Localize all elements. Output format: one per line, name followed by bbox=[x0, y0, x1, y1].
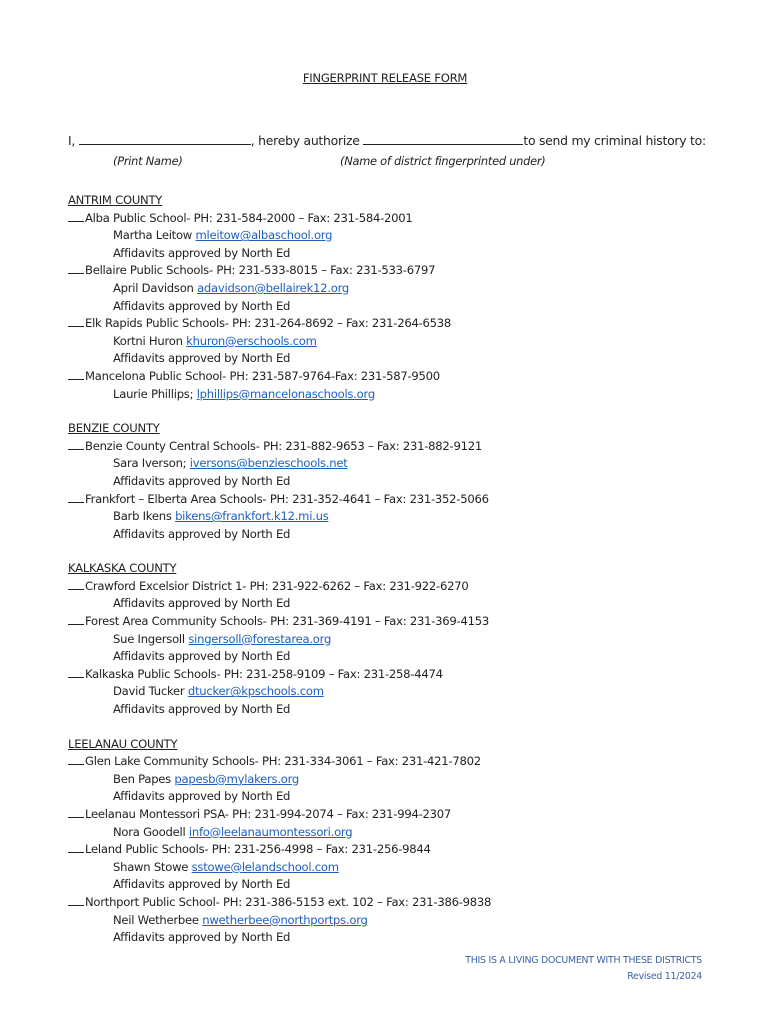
contact-email-link[interactable]: papesb@mylakers.org bbox=[174, 771, 300, 786]
contact-name: April Davidson bbox=[113, 280, 194, 295]
district-line: Leelanau Montessori PSA- PH: 231-994-2074 – Fax: 231-994-2307 bbox=[85, 807, 452, 821]
contact-email-link[interactable]: adavidson@bellairek12.org bbox=[197, 280, 349, 295]
district-line: Benzie County Central Schools- PH: 231-882-9653 – Fax: 231-882-9121 bbox=[85, 438, 482, 453]
district-line: Glen Lake Community Schools- PH: 231-334-3061 – Fax: 231-421-7802 bbox=[85, 754, 481, 769]
contact-row bbox=[68, 455, 748, 473]
contact-email-link[interactable]: singersoll@forestarea.org bbox=[188, 631, 332, 646]
contact-email-link[interactable]: mleitow@albaschool.org bbox=[195, 228, 333, 243]
contact-row bbox=[68, 508, 748, 526]
contact-email-link[interactable]: nwetherbee@northportps.org bbox=[202, 912, 368, 927]
footer-living-document: THIS IS A LIVING DOCUMENT WITH THESE DISTRICTS bbox=[465, 955, 702, 966]
district-select-blank[interactable] bbox=[68, 262, 84, 274]
contact-name: Martha Leitow bbox=[113, 228, 193, 243]
authorization-prefix: I, bbox=[68, 133, 76, 148]
contact-row bbox=[68, 227, 748, 245]
district-row bbox=[68, 315, 748, 333]
contact-name: Barb Ikens bbox=[113, 509, 172, 524]
district-row bbox=[68, 753, 748, 771]
district-row bbox=[68, 578, 748, 596]
county-block bbox=[68, 560, 748, 718]
district-line: Bellaire Public Schools- PH: 231-533-8015 – Fax: 231-533-6797 bbox=[85, 263, 436, 278]
affidavit-note: Affidavits approved by North Ed bbox=[113, 930, 291, 945]
county-block bbox=[68, 736, 748, 947]
district-row bbox=[68, 613, 748, 631]
district-row bbox=[68, 806, 748, 824]
contact-email-link[interactable]: dtucker@kpschools.com bbox=[187, 684, 324, 699]
county-heading: ANTRIM COUNTY bbox=[68, 193, 163, 207]
contact-name: Nora Goodell bbox=[113, 824, 186, 839]
county-block bbox=[68, 192, 748, 403]
county-block bbox=[68, 420, 748, 543]
district-row bbox=[68, 894, 748, 912]
district-row bbox=[68, 666, 748, 684]
district-line: Kalkaska Public Schools- PH: 231-258-9109 – Fax: 231-258-4474 bbox=[85, 666, 443, 681]
district-row bbox=[68, 491, 748, 509]
district-row bbox=[68, 210, 748, 228]
affidavit-note: Affidavits approved by North Ed bbox=[113, 245, 291, 260]
district-line: Northport Public School- PH: 231-386-5153 ext. 102 – Fax: 231-386-9838 bbox=[85, 894, 492, 909]
affidavit-note: Affidavits approved by North Ed bbox=[113, 596, 291, 611]
district-row bbox=[68, 841, 748, 859]
contact-name: Ben Papes bbox=[113, 771, 171, 786]
district-line: Frankfort – Elberta Area Schools- PH: 231-352-4641 – Fax: 231-352-5066 bbox=[85, 491, 489, 506]
county-list bbox=[68, 192, 748, 947]
district-line: Alba Public School- PH: 231-584-2000 – Fax: 231-584-2001 bbox=[85, 210, 413, 225]
contact-name: Laurie Phillips; bbox=[113, 386, 194, 401]
district-line: Elk Rapids Public Schools- PH: 231-264-8692 – Fax: 231-264-6538 bbox=[85, 316, 452, 331]
authorization-line bbox=[68, 132, 706, 148]
county-heading: BENZIE COUNTY bbox=[68, 421, 160, 436]
contact-name: Shawn Stowe bbox=[113, 859, 189, 874]
affidavit-note: Affidavits approved by North Ed bbox=[113, 877, 291, 892]
district-select-blank[interactable] bbox=[68, 491, 84, 503]
contact-name: Kortni Huron bbox=[113, 333, 183, 348]
district-select-blank[interactable] bbox=[68, 210, 84, 222]
contact-name: Sue Ingersoll bbox=[113, 631, 185, 646]
contact-row bbox=[68, 912, 748, 930]
district-select-blank[interactable] bbox=[68, 613, 84, 625]
district-select-blank[interactable] bbox=[68, 894, 84, 906]
print-name-field[interactable] bbox=[79, 132, 251, 145]
district-select-blank[interactable] bbox=[68, 806, 84, 818]
affidavit-note: Affidavits approved by North Ed bbox=[113, 702, 291, 717]
district-line: Crawford Excelsior District 1- PH: 231-922-6262 – Fax: 231-922-6270 bbox=[85, 578, 469, 593]
contact-email-link[interactable]: khuron@erschools.com bbox=[186, 333, 317, 348]
district-select-blank[interactable] bbox=[68, 841, 84, 853]
footer bbox=[465, 953, 702, 985]
district-select-blank[interactable] bbox=[68, 666, 84, 678]
county-heading: KALKASKA COUNTY bbox=[68, 561, 177, 576]
district-row bbox=[68, 368, 748, 386]
contact-row bbox=[68, 631, 748, 649]
affidavit-note: Affidavits approved by North Ed bbox=[113, 473, 291, 488]
contact-row bbox=[68, 333, 748, 351]
district-select-blank[interactable] bbox=[68, 753, 84, 765]
district-row bbox=[68, 262, 748, 280]
contact-email-link[interactable]: iversons@benzieschools.net bbox=[189, 456, 348, 471]
contact-email-link[interactable]: sstowe@lelandschool.com bbox=[191, 859, 339, 874]
district-select-blank[interactable] bbox=[68, 578, 84, 590]
contact-row bbox=[68, 859, 748, 877]
authorization-middle: , hereby authorize bbox=[250, 133, 360, 148]
print-name-hint: (Print Name) bbox=[113, 154, 183, 168]
district-line: Mancelona Public School- PH: 231-587-9764-Fax: 231-587-9500 bbox=[85, 368, 440, 383]
affidavit-note: Affidavits approved by North Ed bbox=[113, 789, 291, 804]
affidavit-note: Affidavits approved by North Ed bbox=[113, 649, 291, 664]
district-name-hint: (Name of district fingerprinted under) bbox=[340, 154, 546, 168]
district-name-field[interactable] bbox=[363, 132, 523, 145]
contact-email-link[interactable]: info@leelanaumontessori.org bbox=[188, 824, 353, 839]
district-line: Forest Area Community Schools- PH: 231-369-4191 – Fax: 231-369-4153 bbox=[85, 614, 489, 629]
contact-row bbox=[68, 683, 748, 701]
district-select-blank[interactable] bbox=[68, 368, 84, 380]
affidavit-note: Affidavits approved by North Ed bbox=[113, 526, 291, 541]
contact-name: Neil Wetherbee bbox=[113, 912, 199, 927]
contact-name: David Tucker bbox=[113, 684, 185, 699]
page-title: FINGERPRINT RELEASE FORM bbox=[302, 71, 468, 85]
contact-row bbox=[68, 280, 748, 298]
affidavit-note: Affidavits approved by North Ed bbox=[113, 298, 291, 313]
contact-row bbox=[68, 771, 748, 789]
footer-revised-date: Revised 11/2024 bbox=[627, 971, 702, 982]
contact-name: Sara Iverson; bbox=[113, 456, 187, 471]
contact-row bbox=[68, 386, 748, 404]
authorization-suffix: to send my criminal history to: bbox=[523, 133, 706, 148]
contact-email-link[interactable]: lphillips@mancelonaschools.org bbox=[196, 386, 375, 401]
district-row bbox=[68, 438, 748, 456]
district-select-blank[interactable] bbox=[68, 438, 84, 450]
district-line: Leland Public Schools- PH: 231-256-4998 – Fax: 231-256-9844 bbox=[85, 842, 431, 857]
contact-row bbox=[68, 824, 748, 842]
district-select-blank[interactable] bbox=[68, 315, 84, 327]
affidavit-note: Affidavits approved by North Ed bbox=[113, 351, 291, 366]
contact-email-link[interactable]: bikens@frankfort.k12.mi.us bbox=[175, 509, 329, 524]
county-heading: LEELANAU COUNTY bbox=[68, 736, 178, 751]
